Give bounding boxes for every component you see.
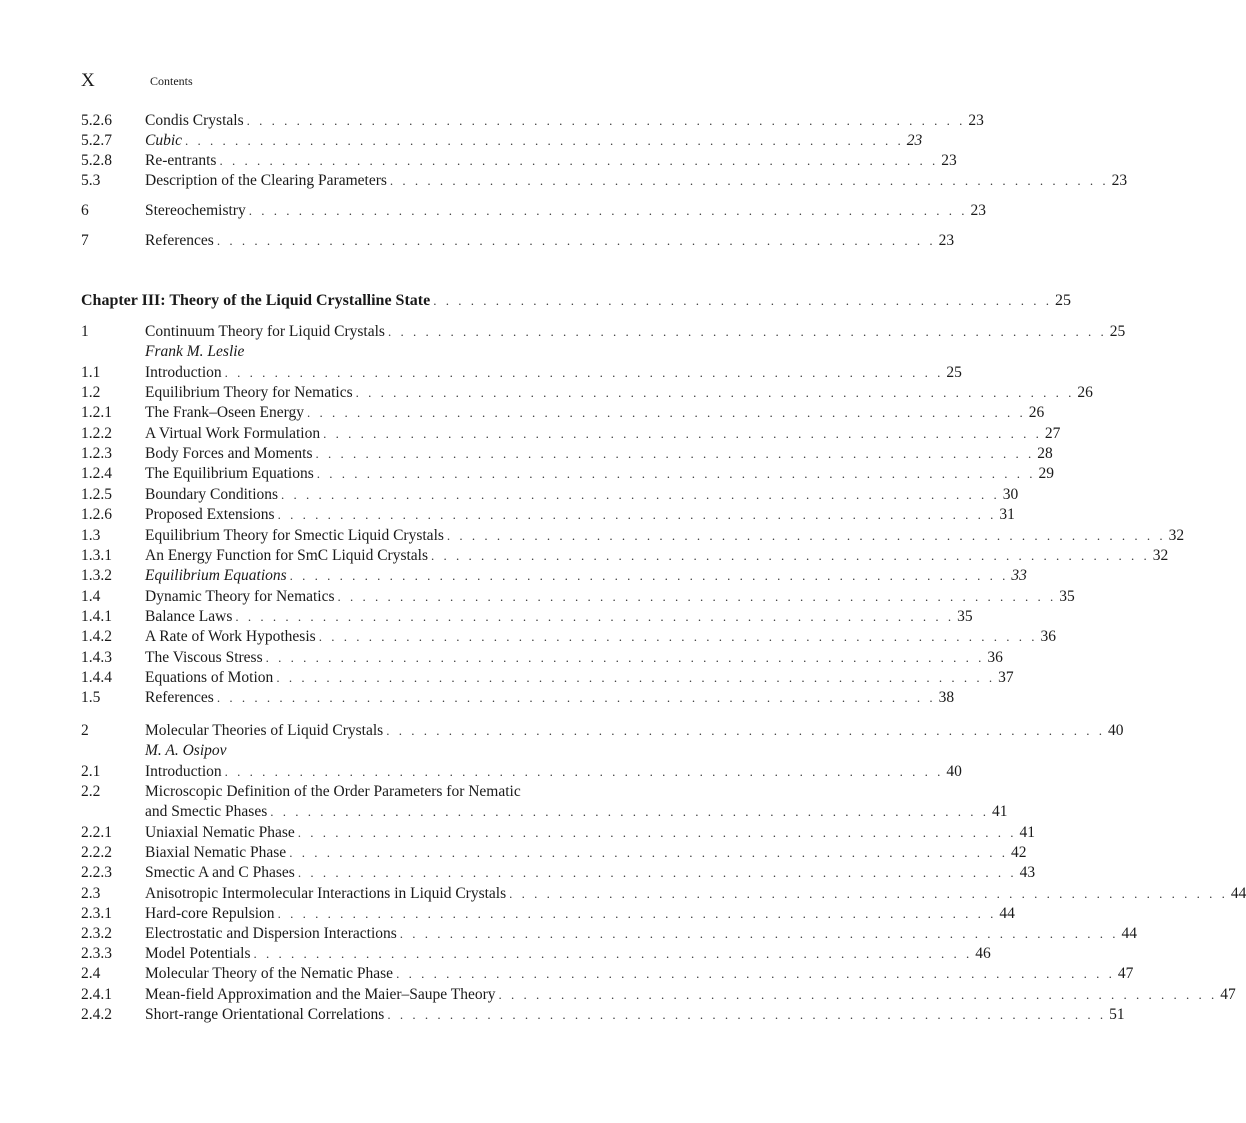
section-number: 1 — [81, 323, 89, 340]
entry-title: The Frank–Oseen Energy — [145, 404, 304, 421]
entry-number: 5.2.8 — [81, 152, 112, 169]
dot-leader: . . . . . . . . . . . . . . . . . . . . . . . . . . . . . . . . . . . . . . . . . . . . . . . . . . . . . . . . . . — [498, 987, 1218, 1002]
entry-title: Proposed Extensions — [145, 506, 275, 523]
dot-leader: . . . . . . . . . . . . . . . . . . . . . . . . . . . . . . . . . . . . . . . . . . . . . . . . . . . . . . . . . . — [387, 1007, 1107, 1022]
entry-number: 1.2.1 — [81, 404, 112, 421]
toc-entry — [81, 546, 1169, 565]
entry-page: 23 — [1111, 172, 1128, 189]
dot-leader: . . . . . . . . . . . . . . . . . . . . . . . . . . . . . . . . . . . . . . . . . . . . . . . . . . . . . . . . . . — [399, 926, 1119, 941]
entry-page: 44 — [999, 905, 1015, 922]
dot-leader: . . . . . . . . . . . . . . . . . . . . . . . . . . . . . . . . . . . . . . . . . . . . . . . . . . . . . . . . . . — [297, 825, 1017, 840]
entry-page: 32 — [1152, 547, 1169, 564]
entry-number: 1.3.2 — [81, 567, 112, 584]
dot-leader: . . . . . . . . . . . . . . . . . . . . . . . . . . . . . . . . . . . . . . . . . . . . . . . . . . . . . . . . . . — [431, 548, 1150, 563]
entry-page: 47 — [1220, 986, 1236, 1003]
dot-leader: . . . . . . . . . . . . . . . . . . . . . . . . . . . . . . . . . . . . . . . . . . . . . . . . . . . . . . . . . . — [216, 233, 936, 248]
dot-leader: . . . . . . . . . . . . . . . . . . . . . . . . . . . . . . . . . . . . . . . . . . . . . . . . . . . . . . . . . . — [323, 426, 1042, 441]
dot-leader: . . . . . . . . . . . . . . . . . . . . . . . . . . . . . . . . . . . . . . . . . . . . . . . . . . . . . . . . . . — [297, 865, 1017, 880]
dot-leader: . . . . . . . . . . . . . . . . . . . . . . . . . . . . . . . . . . . . . . . . . . . . . . . . . . . . . . . . . . — [270, 804, 990, 819]
dot-leader: . . . . . . . . . . . . . . . . . . . . . . . . . . . . . . . . . . . . . . . . . . . . . . . . . . . . . . . . . . — [306, 405, 1026, 420]
entry-page: 29 — [1038, 465, 1055, 482]
entry-page: 26 — [1028, 404, 1045, 421]
entry-number: 5.3 — [81, 172, 101, 189]
section-title: Continuum Theory for Liquid Crystals — [145, 323, 385, 340]
dot-leader: . . . . . . . . . . . . . . . . . . . . . . . . . . . . . . . . . . . . . . . . . . . . . . . . . . . . . . . . . . — [289, 568, 1009, 583]
toc-entry — [81, 904, 1015, 923]
toc-entry — [81, 444, 1053, 463]
entry-number: 2.3.1 — [81, 905, 112, 922]
entry-page: 33 — [1011, 567, 1027, 584]
entry-page: 28 — [1037, 445, 1053, 462]
dot-leader: . . . . . . . . . . . . . . . . . . . . . . . . . . . . . . . . . . . . . . . . . . . . . . . . . . . . . . . . . . — [224, 764, 944, 779]
entry-title: Body Forces and Moments — [145, 445, 313, 462]
entry-number: 1.1 — [81, 364, 101, 381]
toc-entry — [81, 863, 1036, 882]
entry-number: 1.3 — [81, 527, 101, 544]
entry-page: 23 — [938, 232, 955, 249]
entry-title: Balance Laws — [145, 608, 233, 625]
section-heading — [81, 721, 1124, 740]
dot-leader: . . . . . . . . . . . . . . . . . . . . . . . . . . . . . . . . . . . . . . . . . . . . . . . . . . . . . . . . . . — [355, 385, 1075, 400]
entry-page: 51 — [1109, 1006, 1125, 1023]
dot-leader: . . . . . . . . . . . . . . . . . . . . . . . . . . . . . . . . . . . . . . . . . . . . . . . . . . . . . . . . . . — [235, 609, 955, 624]
entry-title-line2-row — [81, 802, 1008, 821]
entry-number: 1.5 — [81, 689, 101, 706]
entry-page: 40 — [946, 763, 962, 780]
section-page: 40 — [1107, 722, 1124, 739]
dot-leader: . . . . . . . . . . . . . . . . . . . . . . . . . . . . . . . . . . . . . . . . . . . . . . . . . . . . . . . . . . — [315, 446, 1035, 461]
entry-number: 1.4 — [81, 588, 101, 605]
entry-number: 2.2.3 — [81, 864, 112, 881]
entry-number: 5.2.6 — [81, 112, 112, 129]
toc-entry — [81, 668, 1014, 687]
entry-title: The Equilibrium Equations — [145, 465, 314, 482]
dot-leader: . . . . . . . . . . . . . . . . . . . . . . . . . . . . . . . . . . . . . . . . . . . . . . . . . . . . . . . . . . — [389, 173, 1109, 188]
entry-number: 1.2.2 — [81, 425, 112, 442]
entry-title: Re-entrants — [145, 152, 217, 169]
entry-title: Model Potentials — [145, 945, 251, 962]
entry-title: A Rate of Work Hypothesis — [145, 628, 316, 645]
entry-page: 32 — [1168, 527, 1185, 544]
entry-number: 2.1 — [81, 763, 101, 780]
toc-entry — [81, 505, 1015, 524]
entry-page: 43 — [1019, 864, 1036, 881]
entry-page: 46 — [975, 945, 991, 962]
dot-leader: . . . . . . . . . . . . . . . . . . . . . . . . . . . . . . . . . . . . . . . . . . . . . . . . . . — [433, 293, 1052, 308]
entry-number: 2.3.2 — [81, 925, 112, 942]
entry-number: 1.3.1 — [81, 547, 112, 564]
section-author: M. A. Osipov — [145, 742, 227, 759]
entry-number: 1.4.3 — [81, 649, 112, 666]
toc-entry — [81, 171, 1128, 190]
entry-title: Equilibrium Equations — [145, 567, 287, 584]
dot-leader: . . . . . . . . . . . . . . . . . . . . . . . . . . . . . . . . . . . . . . . . . . . . . . . . . . . . . . . . . . — [396, 966, 1115, 981]
entry-title: Molecular Theory of the Nematic Phase — [145, 965, 394, 982]
toc-entry — [81, 363, 962, 382]
entry-number: 6 — [81, 202, 89, 219]
entry-page: 44 — [1121, 925, 1138, 942]
entry-title: The Viscous Stress — [145, 649, 263, 666]
entry-page: 37 — [998, 669, 1014, 686]
entry-number: 5.2.7 — [81, 132, 112, 149]
dot-leader: . . . . . . . . . . . . . . . . . . . . . . . . . . . . . . . . . . . . . . . . . . . . . . . . . . . . . . . . . . — [386, 723, 1105, 738]
dot-leader: . . . . . . . . . . . . . . . . . . . . . . . . . . . . . . . . . . . . . . . . . . . . . . . . . . . . . . . . . . — [265, 650, 985, 665]
toc-entry — [81, 1005, 1125, 1024]
toc-entry — [81, 648, 1003, 667]
dot-leader: . . . . . . . . . . . . . . . . . . . . . . . . . . . . . . . . . . . . . . . . . . . . . . . . . . . . . . . . . . — [337, 589, 1057, 604]
entry-title: Short-range Orientational Correlations — [145, 1006, 385, 1023]
dot-leader: . . . . . . . . . . . . . . . . . . . . . . . . . . . . . . . . . . . . . . . . . . . . . . . . . . . . . . . . . . — [246, 113, 966, 128]
entry-page: 26 — [1077, 384, 1093, 401]
toc-entry — [81, 587, 1075, 606]
toc-entry — [81, 383, 1093, 402]
entry-number: 1.2.3 — [81, 445, 112, 462]
toc-entry — [81, 688, 955, 707]
entry-number: 2.3 — [81, 885, 101, 902]
entry-page: 42 — [1010, 844, 1027, 861]
toc-entry — [81, 464, 1055, 483]
dot-leader: . . . . . . . . . . . . . . . . . . . . . . . . . . . . . . . . . . . . . . . . . . . . . . . . . . . . . . . . . . — [509, 886, 1228, 901]
dot-leader: . . . . . . . . . . . . . . . . . . . . . . . . . . . . . . . . . . . . . . . . . . . . . . . . . . . . . . . . . . — [248, 203, 968, 218]
entry-title-line2: and Smectic Phases — [145, 803, 268, 820]
dot-leader: . . . . . . . . . . . . . . . . . . . . . . . . . . . . . . . . . . . . . . . . . . . . . . . . . . . . . . . . . . — [446, 528, 1166, 543]
entry-title-line1: Microscopic Definition of the Order Parameters for Nematic — [145, 783, 521, 800]
entry-page: 47 — [1117, 965, 1134, 982]
chapter-heading — [81, 291, 1071, 311]
toc-entry — [81, 843, 1027, 862]
dot-leader: . . . . . . . . . . . . . . . . . . . . . . . . . . . . . . . . . . . . . . . . . . . . . . . . . . . . . . . . . . — [289, 845, 1008, 860]
entry-number: 1.2.5 — [81, 486, 112, 503]
dot-leader: . . . . . . . . . . . . . . . . . . . . . . . . . . . . . . . . . . . . . . . . . . . . . . . . . . . . . . . . . . — [277, 507, 997, 522]
entry-number: 1.2 — [81, 384, 101, 401]
entry-title: Stereochemistry — [145, 202, 246, 219]
entry-number: 1.4.2 — [81, 628, 112, 645]
toc-entry — [81, 985, 1236, 1004]
toc-entry — [81, 111, 984, 130]
section-page: 25 — [1109, 323, 1126, 340]
entry-title: A Virtual Work Formulation — [145, 425, 321, 442]
toc-entry — [81, 924, 1138, 943]
chapter-title: Chapter III: Theory of the Liquid Crystalline State — [81, 292, 431, 309]
section-heading — [81, 322, 1126, 341]
entry-page: 35 — [1059, 588, 1075, 605]
entry-title: Hard-core Repulsion — [145, 905, 275, 922]
entry-title: Uniaxial Nematic Phase — [145, 824, 295, 841]
section-author: Frank M. Leslie — [145, 343, 245, 360]
dot-leader: . . . . . . . . . . . . . . . . . . . . . . . . . . . . . . . . . . . . . . . . . . . . . . . . . . . . . . . . . . — [276, 670, 996, 685]
entry-page: 41 — [1019, 824, 1036, 841]
entry-number: 2.4.1 — [81, 986, 112, 1003]
dot-leader: . . . . . . . . . . . . . . . . . . . . . . . . . . . . . . . . . . . . . . . . . . . . . . . . . . . . . . . . . . — [316, 466, 1036, 481]
entry-title: References — [145, 232, 214, 249]
dot-leader: . . . . . . . . . . . . . . . . . . . . . . . . . . . . . . . . . . . . . . . . . . . . . . . . . . . . . . . . . . — [224, 365, 944, 380]
entry-number: 2.2 — [81, 783, 101, 800]
entry-number: 1.4.4 — [81, 669, 112, 686]
entry-page: 25 — [946, 364, 962, 381]
entry-title: Boundary Conditions — [145, 486, 279, 503]
dot-leader: . . . . . . . . . . . . . . . . . . . . . . . . . . . . . . . . . . . . . . . . . . . . . . . . . . . . . . . . . . — [277, 906, 997, 921]
entry-page: 23 — [970, 202, 986, 219]
entry-number: 2.3.3 — [81, 945, 112, 962]
dot-leader: . . . . . . . . . . . . . . . . . . . . . . . . . . . . . . . . . . . . . . . . . . . . . . . . . . . . . . . . . . — [185, 133, 904, 148]
entry-number: 1.2.6 — [81, 506, 112, 523]
entry-number: 2.2.2 — [81, 844, 112, 861]
dot-leader: . . . . . . . . . . . . . . . . . . . . . . . . . . . . . . . . . . . . . . . . . . . . . . . . . . . . . . . . . . — [253, 946, 973, 961]
section-title: Molecular Theories of Liquid Crystals — [145, 722, 384, 739]
section-number: 2 — [81, 722, 89, 739]
entry-title: Anisotropic Intermolecular Interactions in Liquid Crystals — [145, 885, 507, 902]
toc-entry — [81, 566, 1027, 585]
entry-title: Introduction — [145, 763, 222, 780]
entry-number: 2.4.2 — [81, 1006, 112, 1023]
toc-entry — [81, 424, 1061, 443]
entry-number: 7 — [81, 232, 89, 249]
toc-entry — [81, 823, 1036, 842]
toc-entry — [81, 131, 923, 150]
entry-title: Introduction — [145, 364, 222, 381]
dot-leader: . . . . . . . . . . . . . . . . . . . . . . . . . . . . . . . . . . . . . . . . . . . . . . . . . . . . . . . . . . — [216, 690, 936, 705]
entry-number: 1.4.1 — [81, 608, 112, 625]
entry-page: 23 — [906, 132, 923, 149]
entry-title: Condis Crystals — [145, 112, 244, 129]
toc-entry — [81, 201, 986, 220]
entry-title: Description of the Clearing Parameters — [145, 172, 387, 189]
toc-entry — [81, 607, 973, 626]
toc-entry — [81, 403, 1045, 422]
dot-leader: . . . . . . . . . . . . . . . . . . . . . . . . . . . . . . . . . . . . . . . . . . . . . . . . . . . . . . . . . . — [219, 153, 939, 168]
toc-entry — [81, 627, 1056, 646]
entry-title: Cubic — [145, 132, 183, 149]
toc-entry — [81, 762, 962, 781]
entry-page: 36 — [1040, 628, 1056, 645]
entry-page: 31 — [999, 506, 1015, 523]
entry-title: Equations of Motion — [145, 669, 274, 686]
entry-title: Smectic A and C Phases — [145, 864, 295, 881]
entry-page: 23 — [968, 112, 984, 129]
page-number-roman: X — [81, 70, 95, 91]
entry-number: 1.2.4 — [81, 465, 112, 482]
entry-title: An Energy Function for SmC Liquid Crystals — [145, 547, 429, 564]
toc-entry — [81, 151, 957, 170]
toc-entry — [81, 884, 1246, 903]
entry-page: 35 — [957, 608, 973, 625]
entry-page: 27 — [1044, 425, 1061, 442]
dot-leader: . . . . . . . . . . . . . . . . . . . . . . . . . . . . . . . . . . . . . . . . . . . . . . . . . . . . . . . . . . — [387, 324, 1107, 339]
toc-entry — [81, 485, 1019, 504]
toc-entry — [81, 964, 1134, 983]
entry-number: 2.2.1 — [81, 824, 112, 841]
entry-title: Equilibrium Theory for Smectic Liquid Crystals — [145, 527, 444, 544]
dot-leader: . . . . . . . . . . . . . . . . . . . . . . . . . . . . . . . . . . . . . . . . . . . . . . . . . . . . . . . . . . — [318, 629, 1038, 644]
dot-leader: . . . . . . . . . . . . . . . . . . . . . . . . . . . . . . . . . . . . . . . . . . . . . . . . . . . . . . . . . . — [281, 487, 1000, 502]
running-header: Contents — [150, 74, 193, 88]
entry-title: Mean-field Approximation and the Maier–Saupe Theory — [145, 986, 496, 1003]
entry-title: Equilibrium Theory for Nematics — [145, 384, 353, 401]
entry-page: 41 — [992, 803, 1008, 820]
entry-page: 44 — [1230, 885, 1246, 902]
toc-entry — [81, 944, 991, 963]
toc-entry — [81, 526, 1185, 545]
entry-page: 30 — [1002, 486, 1019, 503]
entry-number: 2.4 — [81, 965, 101, 982]
entry-title: References — [145, 689, 214, 706]
entry-title: Electrostatic and Dispersion Interactions — [145, 925, 397, 942]
entry-title: Dynamic Theory for Nematics — [145, 588, 335, 605]
entry-page: 36 — [987, 649, 1003, 666]
entry-page: 23 — [941, 152, 957, 169]
entry-title: Biaxial Nematic Phase — [145, 844, 287, 861]
chapter-page: 25 — [1054, 292, 1071, 309]
entry-page: 38 — [938, 689, 955, 706]
toc-entry — [81, 231, 955, 250]
